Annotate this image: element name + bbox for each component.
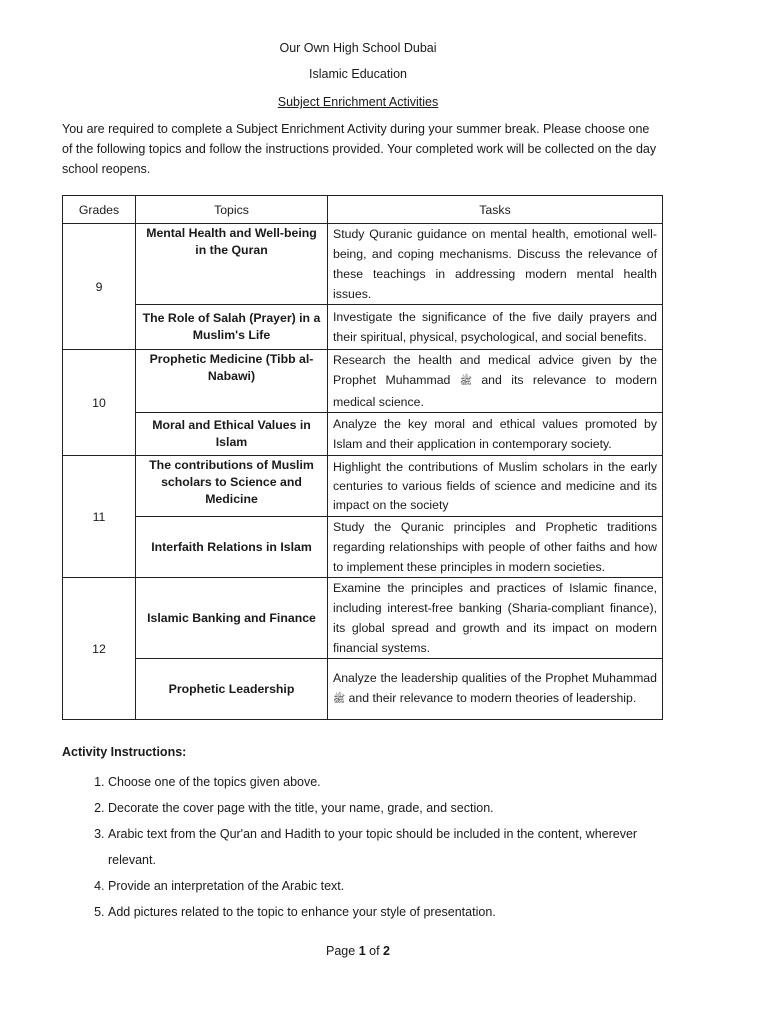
task-text: and its relevance to modern medical science. [333,373,657,409]
instructions-list [62,769,668,925]
list-item: 5. Add pictures related to the topic to enhance your style of presentation. [108,899,668,925]
topic-cell: Mental Health and Well-being in the Quran [136,224,328,305]
list-item: 3. Arabic text from the Qur'an and Hadith to your topic should be included in the content, wherever relevant. [108,821,668,873]
topic-cell: The Role of Salah (Prayer) in a Muslim's Life [136,305,328,350]
task-text: Analyze the leadership qualities of the Prophet Muhammad [333,671,657,685]
list-item: 2. Decorate the cover page with the title, your name, grade, and section. [108,795,668,821]
grade-cell: 11 [63,456,136,578]
intro-paragraph: You are required to complete a Subject Enrichment Activity during your summer break. Please choose one of the following topics and follow the instructions provided. Your completed work will be collected on the day school reopens. [62,122,657,176]
grade-cell: 10 [63,350,136,456]
table-row [63,659,663,720]
table-row [63,456,663,517]
page-label: Page [326,944,356,958]
topic-cell: Prophetic Leadership [136,659,328,720]
school-name: Our Own High School Dubai [279,41,437,55]
task-cell [328,659,663,720]
current-page: 1 [358,944,366,958]
grade-cell: 12 [63,578,136,720]
task-cell: Examine the principles and practices of Islamic finance, including interest-free banking (Sharia-compliant finance), its global spread and growth and its impact on modern financial systems. [328,578,663,659]
task-cell: Analyze the key moral and ethical values promoted by Islam and their application in contemporary society. [328,413,663,456]
topic-cell: Interfaith Relations in Islam [136,517,328,578]
list-item: 1. Choose one of the topics given above. [108,769,668,795]
task-cell: Investigate the significance of the five daily prayers and their spiritual, physical, psychological, and social benefits. [328,305,663,350]
document-title: Subject Enrichment Activities [277,95,439,109]
table-row [63,224,663,305]
task-cell: Study Quranic guidance on mental health, emotional well-being, and coping mechanisms. Discuss the relevance of these teachings in addressing modern mental health issues. [328,224,663,305]
header-tasks: Tasks [328,196,663,224]
table-row [63,413,663,456]
table-row [63,578,663,659]
instructions-title: Activity Instructions: [62,745,187,759]
page-number [0,944,716,958]
topic-cell: Prophetic Medicine (Tibb al-Nabawi) [136,350,328,413]
table-row [63,350,663,413]
task-cell: Highlight the contributions of Muslim scholars in the early centuries to various fields of science and medicine and its impact on the society [328,456,663,517]
total-pages: 2 [383,944,390,958]
topics-table [62,195,663,720]
of-label: of [369,944,380,958]
header-grades: Grades [63,196,136,224]
header-topics: Topics [136,196,328,224]
topic-cell: Moral and Ethical Values in Islam [136,413,328,456]
table-row [63,305,663,350]
table-row [63,517,663,578]
task-text: and their relevance to modern theories of leadership. [348,691,637,705]
list-item: 4. Provide an interpretation of the Arabic text. [108,873,668,899]
task-cell: Study the Quranic principles and Prophetic traditions regarding relationships with people of other faiths and how to implement these principles in modern societies. [328,517,663,578]
topic-cell: The contributions of Muslim scholars to Science and Medicine [136,456,328,517]
table-header-row [63,196,663,224]
pbuh-symbol: ﷺ [459,376,472,387]
task-text: Research the health and medical advice given by the Prophet Muhammad [333,353,657,387]
topic-cell: Islamic Banking and Finance [136,578,328,659]
grade-cell: 9 [63,224,136,350]
task-cell [328,350,663,413]
subject-name: Islamic Education [309,67,407,81]
pbuh-symbol: ﷺ [333,694,346,705]
